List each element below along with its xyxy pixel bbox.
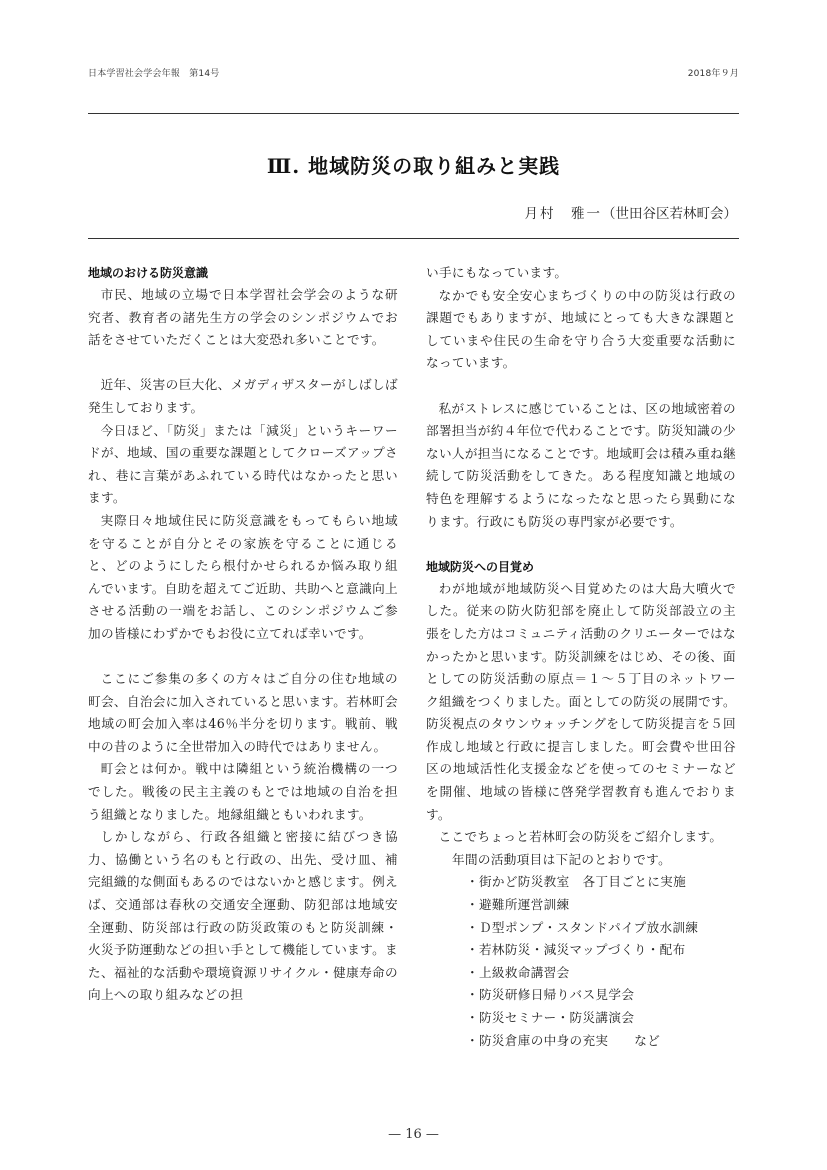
article-title: Ⅲ. 地域防災の取り組みと実践 (266, 154, 561, 178)
list-item: ・防災倉庫の中身の充実 など (466, 1032, 661, 1048)
paragraph-continued: い手にもなっています。 (426, 265, 568, 280)
author-name: 月村 雅一 (524, 206, 602, 222)
list-item: ・避難所運営訓練 (466, 897, 570, 913)
list-item: ・街かど防災教室 各丁目ごとに実施 (466, 874, 687, 890)
paragraph: 今日ほど、「防災」または「減災」というキーワードが、地域、国の重要な課題としてクローズアップされ、巷に言葉があふれている時代はなかったと思います。 (88, 422, 398, 506)
list-item: ・防災研修日帰りバス見学会 (466, 987, 635, 1003)
paragraph: なかでも安全安心まちづくりの中の防災は行政の課題でもありますが、地域にとっても大きな課題としていまや住民の生命を守り合う大変重要な活動になっています。 (426, 287, 736, 371)
list-item: ・上級救命講習会 (466, 964, 570, 980)
section-heading-awareness: 地域のおける防災意識 (88, 266, 209, 280)
paragraph: 近年、災害の巨大化、メガディザスターがしばしば発生しております。 (88, 377, 398, 415)
list-item: ・防災セミナー・防災講演会 (466, 1010, 635, 1025)
author-line (525, 202, 738, 222)
activity-list-intro: 年間の活動項目は下記のとおりです。 (452, 851, 672, 867)
paragraph-gap (88, 352, 398, 375)
paragraph-gap (88, 646, 398, 669)
issue-date: 2018年９月 (687, 69, 739, 79)
title-divider (88, 238, 739, 239)
left-column (88, 262, 398, 1007)
journal-header: 日本学習社会学会年報 第14号 (88, 69, 220, 79)
paragraph: ここにご参集の多くの方々はご自分の住む地域の町会、自治会に加入されていると思います。若林町会地域の町会加入率は46％半分を切ります。戦前、戦中の昔のように全世帯加入の時代ではありません。 (88, 671, 398, 754)
paragraph: 市民、地域の立場で日本学習社会学会のような研究者、教育者の諸先生方の学会のシンポジウムでお話をさせていただくことは大変恐れ多いことです。 (88, 287, 398, 348)
right-column (426, 262, 736, 1052)
list-item: ・若林防災・減災マップづくり・配布 (466, 942, 686, 958)
list-item: ・Ｄ型ポンプ・スタンドパイプ放水訓練 (466, 919, 699, 935)
paragraph-gap (426, 375, 736, 398)
paragraph: ここでちょっと若林町会の防災をご紹介します。 (438, 829, 723, 845)
paragraph: わが地域が地域防災へ目覚めたのは大島大噴火でした。従来の防火防犯部を廃止して防災部設立の主張をした方はコミュニティ活動のクリエーターではなかったかと思います。防災訓練をはじめ、その後、面としての防災活動の原点＝１〜５丁目のネットワーク組織をつくりました。面としての防災の展開です。防災視点のタウンウォッチングをして防災提言を５回作成し地域と行政に提言しました。町会費や世田谷区の地域活性化支援金などを使ってのセミナーなどを開催、地域の皆様に啓発学習教育も進んでおります。 (426, 580, 736, 822)
top-divider (88, 113, 739, 114)
section-heading-awakening: 地域防災への目覚め (426, 559, 535, 574)
paragraph: 実際日々地域住民に防災意識をもってもらい地域を守ることが自分とその家族を守ることに通じると、どのようにしたら根付かせられるか悩み取り組んでいます。自助を超えてご近助、共助へと意識向上させる活動の一端をお話し、このシンポジウムご参加の皆様にわずかでもお役に立てれば幸いです。 (88, 512, 398, 641)
paragraph: 私がストレスに感じていることは、区の地域密着の部署担当が約４年位で代わることです。防災知識の少ない人が担当になることです。地域町会は積み重ね継続して防災活動をしてきた。ある程度知識と地域の特色を理解するようになったなと思ったら異動になります。行政にも防災の専門家が必要です。 (426, 400, 736, 529)
page-number: — 16 — (388, 1127, 439, 1142)
author-affiliation: （世田谷区若林町会） (602, 206, 737, 222)
activity-list (426, 871, 736, 1052)
paragraph: 町会とは何か。戦中は隣組という統治機構の一つでした。戦後の民主主義のもとでは地域の自治を担う組織となりました。地縁組織ともいわれます。 (88, 761, 398, 822)
paragraph: しかしながら、行政各組織と密接に結びつき協力、協働という名のもと行政の、出先、受け皿、補完組織的な側面もあるのではないかと感じます。例えば、交通部は春秋の交通安全運動、防犯部は地域安全運動、防災部は行政の防災政策のもと防災訓練・火災予防運動などの担い手として機能しています。また、福祉的な活動や環境資源リサイクル・健康寿命の向上への取り組みなどの担 (88, 829, 398, 1003)
paragraph-gap (426, 533, 736, 556)
